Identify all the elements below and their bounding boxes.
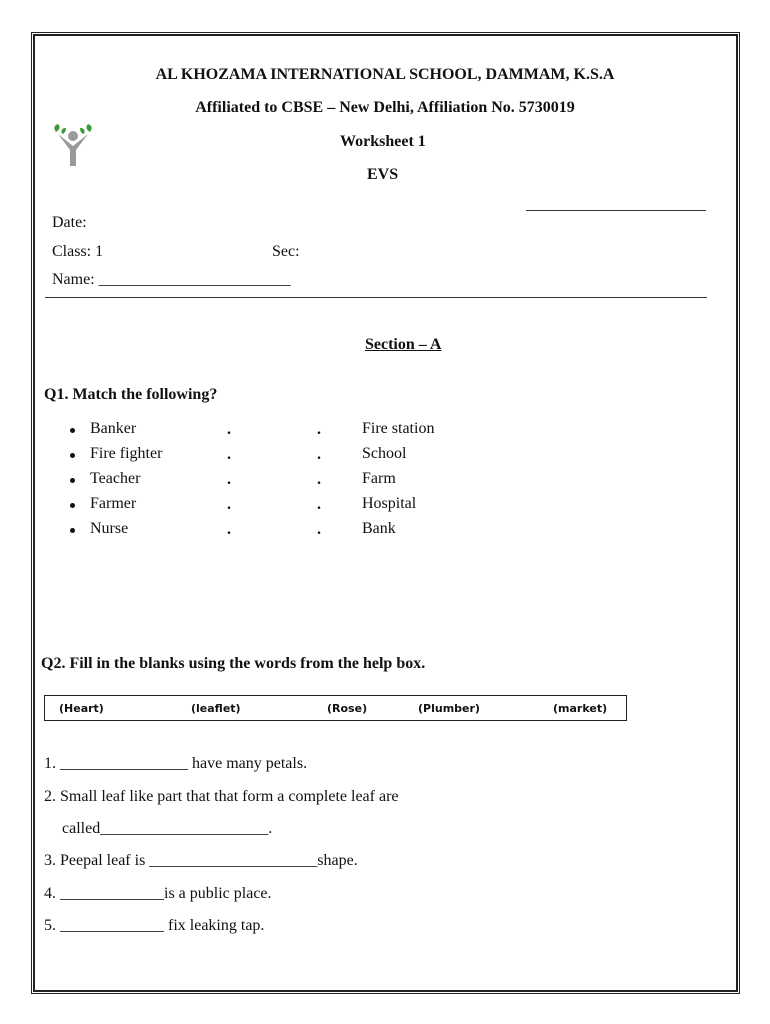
top-right-rule xyxy=(526,210,706,211)
help-word: (Rose) xyxy=(327,702,368,715)
name-field: Name: ________________________ xyxy=(52,271,291,288)
match-dot-right: . xyxy=(317,521,321,538)
help-word: (market) xyxy=(553,702,608,715)
match-dot-right: . xyxy=(317,471,321,488)
help-word: (Heart) xyxy=(59,702,104,715)
bullet-icon xyxy=(70,503,75,508)
bullet-icon xyxy=(70,428,75,433)
question-1-title: Q1. Match the following? xyxy=(44,386,218,403)
bullet-icon xyxy=(70,478,75,483)
school-name: AL KHOZAMA INTERNATIONAL SCHOOL, DAMMAM, K.S.A xyxy=(155,66,615,83)
match-dot-left: . xyxy=(227,521,231,538)
match-dot-left: . xyxy=(227,421,231,438)
match-dot-left: . xyxy=(227,471,231,488)
class-field: Class: 1 xyxy=(52,243,104,260)
date-field: Date: xyxy=(52,214,87,231)
match-dot-left: . xyxy=(227,496,231,513)
match-right-item: Fire station xyxy=(362,420,435,437)
match-right-item: Bank xyxy=(362,520,396,537)
help-word: (Plumber) xyxy=(418,702,480,715)
fill-blank-item: 5. _____________ fix leaking tap. xyxy=(44,917,265,934)
worksheet-title: Worksheet 1 xyxy=(340,133,426,150)
help-box xyxy=(44,695,627,721)
header-divider xyxy=(45,297,707,298)
question-2-title: Q2. Fill in the blanks using the words from the help box. xyxy=(41,655,426,672)
section-field: Sec: xyxy=(272,243,300,260)
match-dot-right: . xyxy=(317,446,321,463)
subject-title: EVS xyxy=(367,166,399,183)
affiliation-line: Affiliated to CBSE – New Delhi, Affiliation No. 5730019 xyxy=(195,99,575,116)
match-left-item: Banker xyxy=(90,420,137,437)
match-right-item: School xyxy=(362,445,407,462)
bullet-icon xyxy=(70,453,75,458)
match-dot-right: . xyxy=(317,421,321,438)
bullet-icon xyxy=(70,528,75,533)
fill-blank-item: 4. _____________is a public place. xyxy=(44,885,272,902)
match-left-item: Fire fighter xyxy=(90,445,163,462)
match-left-item: Teacher xyxy=(90,470,141,487)
fill-blank-item: 1. ________________ have many petals. xyxy=(44,755,308,772)
help-word: (leaflet) xyxy=(191,702,241,715)
fill-blank-item: 3. Peepal leaf is _____________________shape. xyxy=(44,852,358,869)
match-dot-right: . xyxy=(317,496,321,513)
match-left-item: Nurse xyxy=(90,520,129,537)
match-right-item: Farm xyxy=(362,470,396,487)
fill-blank-item: 2. Small leaf like part that that form a complete leaf are xyxy=(44,788,399,805)
school-logo-icon xyxy=(50,120,102,172)
match-right-item: Hospital xyxy=(362,495,417,512)
fill-blank-item: called_____________________. xyxy=(62,820,273,837)
match-dot-left: . xyxy=(227,446,231,463)
match-left-item: Farmer xyxy=(90,495,137,512)
section-title: Section – A xyxy=(365,336,442,353)
